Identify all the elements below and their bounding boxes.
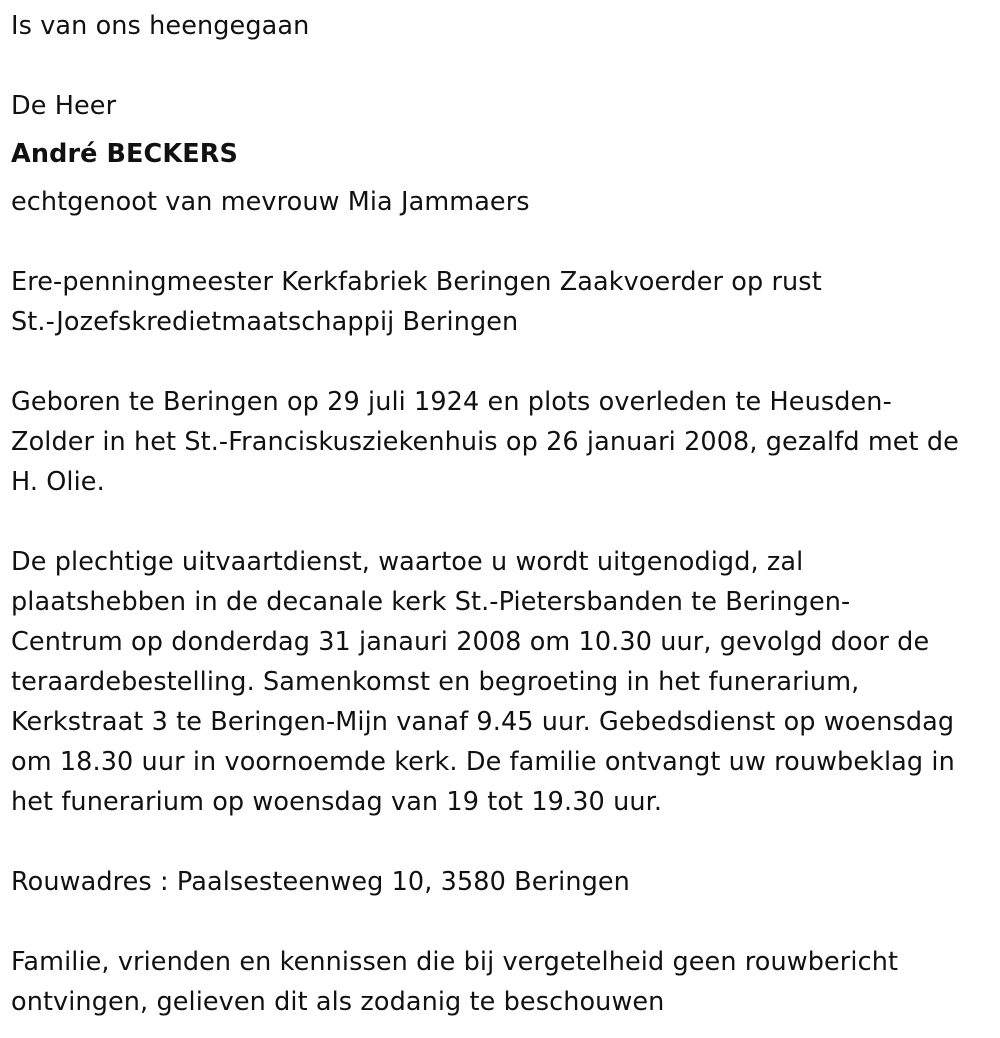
service-line: het funerarium op woensdag van 19 tot 19.30 uur. [11,787,663,817]
birth-death-line: Zolder in het St.-Franciskusziekenhuis op 26 januari 2008, gezalfd met de [11,427,959,457]
birth-death-line: H. Olie. [11,467,105,497]
closing-line: ontvingen, gelieven dit als zodanig te beschouwen [11,987,665,1017]
salutation: De Heer [11,91,117,121]
closing-line: Familie, vrienden en kennissen die bij vergetelheid geen rouwbericht [11,947,899,977]
service-line: plaatshebben in de decanale kerk St.-Pietersbanden te Beringen- [11,587,851,617]
mourning-address: Rouwadres : Paalsesteenweg 10, 3580 Beringen [11,867,630,897]
spouse-text: echtgenoot van mevrouw Mia Jammaers [11,187,530,217]
titles-line: Ere-penningmeester Kerkfabriek Beringen Zaakvoerder op rust [11,267,822,297]
intro-text: Is van ons heengegaan [11,11,310,41]
service-line: om 18.30 uur in voornoemde kerk. De familie ontvangt uw rouwbeklag in [11,747,955,777]
titles-paragraph [11,262,990,342]
service-paragraph [11,542,990,822]
deceased-name: André BECKERS [11,139,238,169]
closing-paragraph [11,942,990,1022]
service-line: Kerkstraat 3 te Beringen-Mijn vanaf 9.45 uur. Gebedsdienst op woensdag [11,707,955,737]
service-line: teraardebestelling. Samenkomst en begroeting in het funerarium, [11,667,860,697]
birth-death-line: Geboren te Beringen op 29 juli 1924 en plots overleden te Heusden- [11,387,892,417]
service-line: De plechtige uitvaartdienst, waartoe u wordt uitgenodigd, zal [11,547,804,577]
service-line: Centrum op donderdag 31 janauri 2008 om 10.30 uur, gevolgd door de [11,627,930,657]
titles-line: St.-Jozefskredietmaatschappij Beringen [11,307,519,337]
birth-death-paragraph [11,382,990,502]
